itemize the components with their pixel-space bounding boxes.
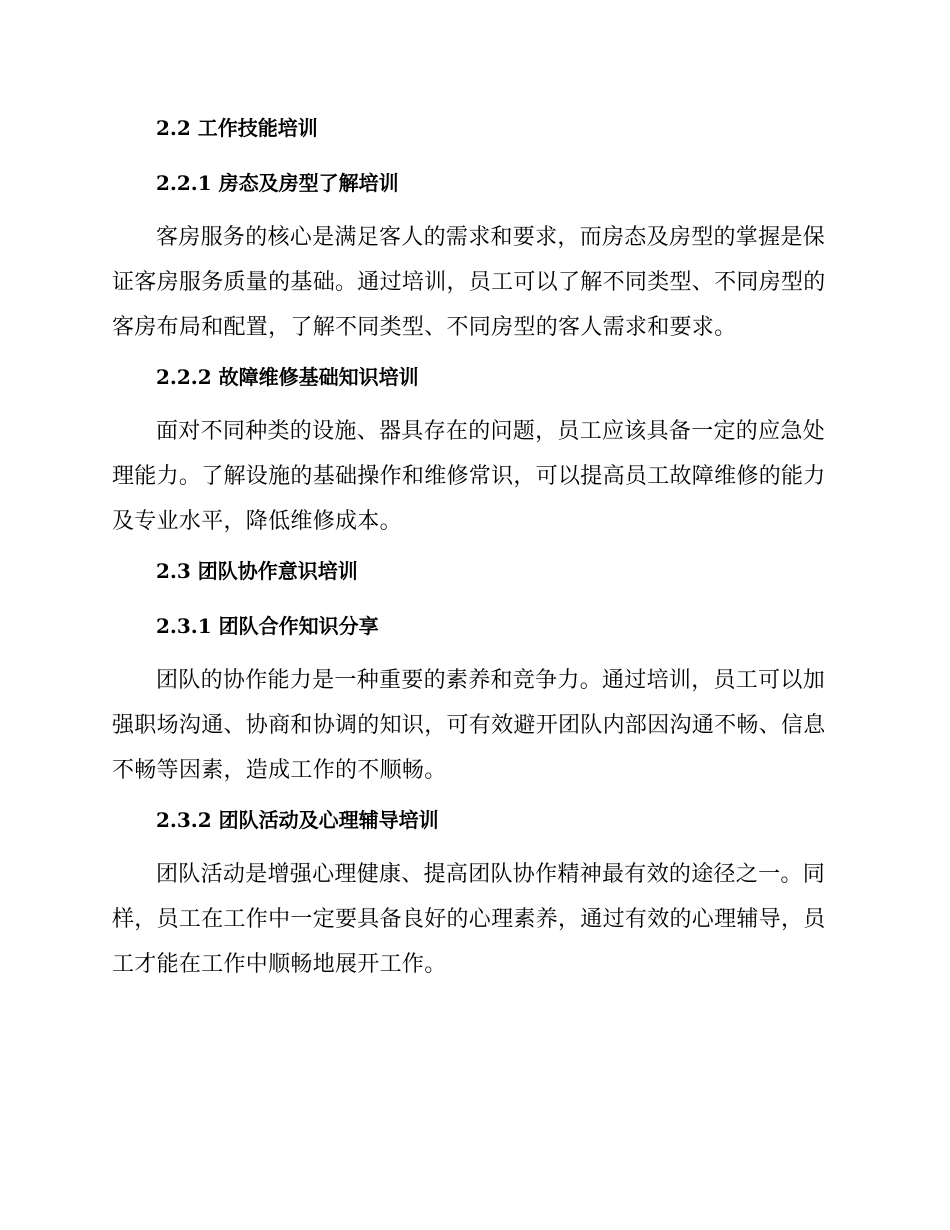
paragraph-2-3-2: 团队活动是增强心理健康、提高团队协作精神最有效的途径之一。同样，员工在工作中一定要具备良好的心理素养，通过有效的心理辅导，员工才能在工作中顺畅地展开工作。	[112, 862, 826, 977]
paragraph-2-3-1: 团队的协作能力是一种重要的素养和竞争力。通过培训，员工可以加强职场沟通、协商和协调的知识，可有效避开团队内部因沟通不畅、信息不畅等因素，造成工作的不顺畅。	[112, 668, 826, 783]
section-heading-2-3: 2.3 团队协作意识培训	[156, 559, 358, 583]
paragraph-2-2-1: 客房服务的核心是满足客人的需求和要求，而房态及房型的掌握是保证客房服务质量的基础。通过培训，员工可以了解不同类型、不同房型的客房布局和配置，了解不同类型、不同房型的客人需求和要求。	[112, 225, 826, 340]
subsection-heading-2-2-2: 2.2.2 故障维修基础知识培训	[156, 365, 419, 389]
section-heading-2-2: 2.2 工作技能培训	[156, 116, 318, 140]
paragraph-2-2-2: 面对不同种类的设施、器具存在的问题，员工应该具备一定的应急处理能力。了解设施的基础操作和维修常识，可以提高员工故障维修的能力及专业水平，降低维修成本。	[112, 419, 826, 534]
subsection-heading-2-3-2: 2.3.2 团队活动及心理辅导培训	[156, 808, 439, 832]
subsection-heading-2-3-1: 2.3.1 团队合作知识分享	[156, 614, 379, 638]
subsection-heading-2-2-1: 2.2.1 房态及房型了解培训	[156, 171, 399, 195]
